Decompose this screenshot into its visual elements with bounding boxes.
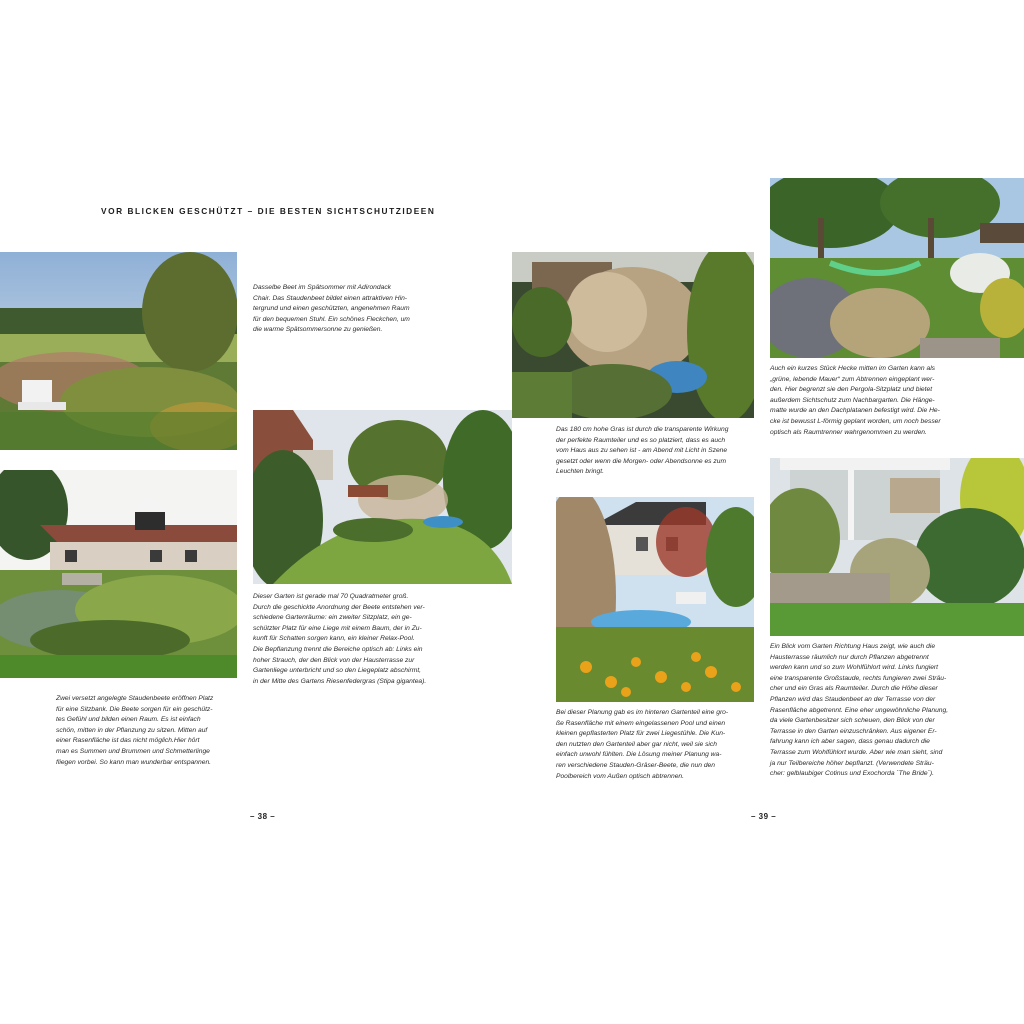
caption-line: kleinen gepflasterten Platz für zwei Liegestühle. Die Kun- — [556, 730, 726, 738]
caption-line: in der Mitte des Gartens Riesenfedergras (Stipa gigantea). — [253, 677, 427, 685]
caption-line: eine transparente Großstaude, rechts fungieren zwei Sträu- — [770, 674, 947, 682]
section-heading: VOR BLICKEN GESCHÜTZT – DIE BESTEN SICHTSCHUTZIDEEN — [101, 206, 436, 216]
caption-line: matte wurde an den Dachplatanen befestigt wird. Die He- — [770, 407, 940, 415]
caption-line: Terrasse in den Garten einzuschränken. Aus eigener Er- — [770, 727, 937, 735]
caption-line: optisch als Raumtrenner wahrgenommen zu werden. — [770, 428, 927, 436]
caption-line: für den bequemen Stuhl. Ein schönes Fleckchen, um — [253, 315, 410, 323]
caption-line: Chair. Das Staudenbeet bildet einen attraktiven Hin- — [253, 294, 408, 302]
caption-line: hoher Strauch, der den Blick von der Hausterrasse zur — [253, 656, 415, 664]
caption-line: ja nur Teilbereiche höher bepflanzt. (Verwendete Sträu- — [770, 759, 934, 767]
caption-line: Leuchten bringt. — [556, 468, 604, 476]
caption-line: schützter Platz für eine Liege mit einem Baum, der in Zu- — [253, 624, 422, 632]
caption-line: Dieser Garten ist gerade mal 70 Quadratmeter groß. — [253, 593, 409, 600]
caption-line: man es Summen und Brummen und Schmetterlinge — [56, 747, 210, 755]
caption-line: vom Haus aus zu sehen ist - am Abend mit Licht in Szene — [556, 447, 728, 455]
photo-pergola-terrasse — [770, 458, 1024, 636]
caption-line: schiedene Gartenräume: ein zweiter Sitzplatz, ein ge- — [253, 614, 412, 622]
caption-line: gesetzt oder wenn die Morgen- oder Abendsonne es zum — [556, 457, 727, 465]
page-number-right: – 39 – — [751, 812, 777, 821]
caption-line: den. Hier begrenzt sie den Pergola-Sitzplatz und bietet — [770, 386, 933, 394]
caption-hecke — [770, 364, 941, 438]
caption-line: Das 180 cm hohe Gras ist durch die transparente Wirkung — [556, 426, 729, 433]
caption-line: Auch ein kurzes Stück Hecke mitten im Garten kann als — [770, 365, 936, 372]
caption-staudenbeete — [56, 694, 213, 768]
caption-gras-180cm — [556, 425, 728, 478]
photo-adirondack-chair — [0, 252, 237, 450]
caption-line: Rasenfläche abgetrennt. Eine eher ungewöhnliche Planung, — [770, 706, 949, 714]
caption-line: Terrasse zum Wohlfühlort wurde. Aber wie man sieht, sind — [770, 748, 943, 756]
caption-line: schön, mitten in der Pflanzung zu sitzen. Mitten auf — [56, 726, 208, 734]
caption-line: den nutzten den Gartenteil aber gar nicht, weil sie sich — [556, 740, 717, 748]
caption-line: Ein Blick vom Garten Richtung Haus zeigt, wie auch die — [770, 643, 936, 650]
caption-line: Durch die geschickte Anordnung der Beete entstehen ver- — [253, 603, 425, 611]
caption-line: Poolbereich vom Außen optisch abtrennen. — [556, 772, 685, 780]
caption-pool-garten — [556, 708, 728, 782]
caption-line: da viele Gartenbesitzer sich scheuen, den Blick von der — [770, 717, 935, 725]
photo-haengematte — [770, 178, 1024, 358]
caption-line: ße Rasenfläche mit einem eingelassenen Pool und einen — [556, 719, 726, 727]
photo-gras-180cm — [512, 252, 754, 418]
caption-line: Dasselbe Beet im Spätsommer mit Adirondack — [253, 284, 392, 291]
page-number-left: – 38 – — [250, 812, 276, 821]
caption-garten-70qm — [253, 592, 426, 687]
caption-line: Bei dieser Planung gab es im hinteren Gartenteil eine gro- — [556, 709, 729, 716]
caption-line: für eine Sitzbank. Die Beete sorgen für ein geschütz- — [56, 705, 213, 713]
caption-line: cke ist bewusst L-förmig geplant worden, um noch besser — [770, 417, 941, 425]
caption-line: ren verschiedene Stauden-Gräser-Beete, die nun den — [556, 761, 715, 769]
caption-line: die warme Spätsommersonne zu genießen. — [253, 326, 383, 334]
photo-pool-garten — [556, 497, 754, 702]
caption-line: tergrund und einen geschützten, angenehmen Raum — [253, 305, 410, 313]
photo-house-staudenbeete — [0, 470, 237, 678]
caption-line: „grüne, lebende Mauer“ zum Abtrennen eingeplant wer- — [770, 375, 935, 383]
caption-line: kunft für Schatten sorgen kann, ein kleiner Relax-Pool. — [253, 635, 415, 643]
caption-line: Die Bepflanzung trennt die Bereiche optisch ab: Links ein — [253, 645, 423, 653]
caption-line: fliegen vorbei. So kann man wunderbar entspannen. — [56, 758, 212, 766]
caption-line: einfach unwohl fühlten. Die Lösung meiner Planung wa- — [556, 751, 722, 759]
caption-line: fahrung kann ich aber sagen, dass genau dadurch die — [770, 738, 930, 746]
caption-line: Pflanzen wird das Staudenbeet an der Terrasse von der — [770, 695, 936, 703]
caption-line: cher: gelblaubiger Cotinus und Exochorda ´The Bride´). — [770, 770, 934, 778]
caption-line: Gartenliege unterbricht und so den Liegeplatz abschirmt, — [253, 667, 422, 675]
caption-adirondack — [253, 283, 410, 336]
caption-line: der perfekte Raumteiler und es so platziert, dass es auch — [556, 436, 726, 444]
caption-line: cher und ein Gras als Raumteiler. Durch die Höhe dieser — [770, 685, 938, 693]
caption-line: einer Rasenfläche ist das nicht möglich.Hier hört — [56, 737, 200, 745]
caption-hausblick — [770, 642, 948, 780]
caption-line: tes Gefühl und bilden einen Raum. Es ist einfach — [56, 716, 201, 724]
caption-line: werden kann und so zum Wohlfühlort wird. Links fungiert — [770, 664, 939, 672]
caption-line: außerdem Sichtschutz zum Nachbargarten. Die Hänge- — [770, 396, 935, 404]
caption-line: Hausterrasse räumlich nur durch Pflanzen abgetrennt — [770, 653, 929, 661]
caption-line: Zwei versetzt angelegte Staudenbeete eröffnen Platz — [56, 695, 214, 702]
photo-garten-70qm — [253, 410, 512, 584]
